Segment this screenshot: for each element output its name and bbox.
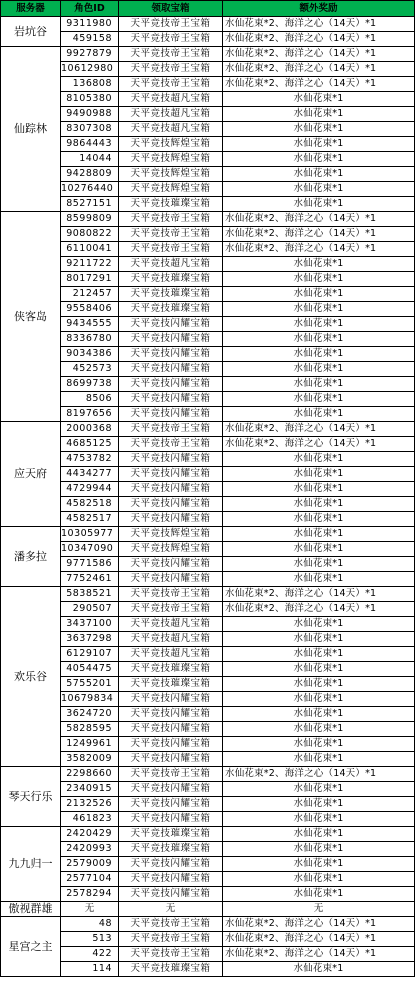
role-id-cell: 9311980 [61,17,119,32]
reward-cell: 水仙花束*1 [223,887,415,902]
reward-cell: 水仙花束*1 [223,572,415,587]
box-cell: 天平竞技闪耀宝箱 [119,572,223,587]
reward-cell: 水仙花束*1 [223,707,415,722]
table-row [1,872,415,887]
box-cell: 天平竞技超凡宝箱 [119,632,223,647]
role-id-cell: 3637298 [61,632,119,647]
role-id-cell: 3437100 [61,617,119,632]
reward-cell: 水仙花束*2、海洋之心（14天）*1 [223,587,415,602]
role-id-cell: 8527151 [61,197,119,212]
header-box: 领取宝箱 [119,1,223,17]
reward-cell: 水仙花束*2、海洋之心（14天）*1 [223,62,415,77]
role-id-cell: 10276440 [61,182,119,197]
header-reward: 额外奖励 [223,1,415,17]
reward-cell: 水仙花束*2、海洋之心（14天）*1 [223,32,415,47]
table-row [1,572,415,587]
table-row [1,47,415,62]
role-id-cell: 48 [61,917,119,932]
table-row [1,917,415,932]
reward-cell: 水仙花束*1 [223,782,415,797]
box-cell: 天平竞技超凡宝箱 [119,617,223,632]
reward-cell: 水仙花束*1 [223,257,415,272]
reward-cell: 水仙花束*1 [223,122,415,137]
role-id-cell: 4054475 [61,662,119,677]
table-row [1,497,415,512]
role-id-cell: 8017291 [61,272,119,287]
reward-cell: 水仙花束*1 [223,197,415,212]
role-id-cell: 4582518 [61,497,119,512]
box-cell: 天平竞技闪耀宝箱 [119,857,223,872]
reward-cell: 水仙花束*1 [223,467,415,482]
box-cell: 天平竞技闪耀宝箱 [119,872,223,887]
box-cell: 天平竞技闪耀宝箱 [119,752,223,767]
box-cell: 天平竞技闪耀宝箱 [119,887,223,902]
reward-cell: 水仙花束*2、海洋之心（14天）*1 [223,212,415,227]
table-row [1,827,415,842]
box-cell: 天平竞技帝王宝箱 [119,32,223,47]
role-id-cell: 422 [61,947,119,962]
table-row [1,512,415,527]
role-id-cell: 6110041 [61,242,119,257]
table-row [1,707,415,722]
role-id-cell: 9428809 [61,167,119,182]
table-row [1,152,415,167]
box-cell: 天平竞技闪耀宝箱 [119,812,223,827]
reward-cell: 水仙花束*2、海洋之心（14天）*1 [223,77,415,92]
role-id-cell: 8699738 [61,377,119,392]
reward-cell: 水仙花束*1 [223,557,415,572]
role-id-cell: 2578294 [61,887,119,902]
server-name-cell: 应天府 [1,422,61,527]
role-id-cell: 8197656 [61,407,119,422]
reward-cell: 水仙花束*1 [223,647,415,662]
role-id-cell: 2340915 [61,782,119,797]
table-row [1,287,415,302]
box-cell: 天平竞技帝王宝箱 [119,242,223,257]
table-row [1,437,415,452]
box-cell: 天平竞技辉煌宝箱 [119,542,223,557]
table-row [1,167,415,182]
table-row [1,467,415,482]
box-cell: 天平竞技璀璨宝箱 [119,287,223,302]
reward-cell: 水仙花束*2、海洋之心（14天）*1 [223,932,415,947]
table-row [1,272,415,287]
box-cell: 天平竞技帝王宝箱 [119,932,223,947]
reward-cell: 水仙花束*1 [223,302,415,317]
role-id-cell: 8336780 [61,332,119,347]
reward-cell: 水仙花束*1 [223,182,415,197]
table-row [1,857,415,872]
reward-cell: 水仙花束*1 [223,332,415,347]
role-id-cell: 无 [61,902,119,917]
box-cell: 天平竞技闪耀宝箱 [119,362,223,377]
table-row [1,197,415,212]
box-cell: 天平竞技璀璨宝箱 [119,962,223,977]
role-id-cell: 10612980 [61,62,119,77]
server-name-cell: 仙踪林 [1,47,61,212]
box-cell: 天平竞技帝王宝箱 [119,17,223,32]
table-row [1,902,415,917]
box-cell: 天平竞技帝王宝箱 [119,62,223,77]
server-name-cell: 星宫之主 [1,917,61,977]
role-id-cell: 2298660 [61,767,119,782]
role-id-cell: 2420429 [61,827,119,842]
box-cell: 天平竞技闪耀宝箱 [119,692,223,707]
role-id-cell: 9490988 [61,107,119,122]
reward-cell: 水仙花束*1 [223,617,415,632]
table-row [1,212,415,227]
box-cell: 天平竞技帝王宝箱 [119,47,223,62]
box-cell: 天平竞技辉煌宝箱 [119,182,223,197]
reward-cell: 水仙花束*2、海洋之心（14天）*1 [223,602,415,617]
role-id-cell: 461823 [61,812,119,827]
reward-cell: 水仙花束*2、海洋之心（14天）*1 [223,227,415,242]
table-row [1,647,415,662]
role-id-cell: 9558406 [61,302,119,317]
table-row [1,32,415,47]
box-cell: 天平竞技帝王宝箱 [119,767,223,782]
reward-cell: 水仙花束*2、海洋之心（14天）*1 [223,917,415,932]
box-cell: 天平竞技闪耀宝箱 [119,407,223,422]
header-role-id: 角色ID [61,1,119,17]
reward-cell: 水仙花束*1 [223,377,415,392]
box-cell: 天平竞技璀璨宝箱 [119,197,223,212]
box-cell: 天平竞技帝王宝箱 [119,947,223,962]
reward-cell: 水仙花束*1 [223,137,415,152]
role-id-cell: 4729944 [61,482,119,497]
reward-cell: 水仙花束*1 [223,827,415,842]
role-id-cell: 8599809 [61,212,119,227]
table-row [1,557,415,572]
box-cell: 天平竞技闪耀宝箱 [119,467,223,482]
table-row [1,767,415,782]
box-cell: 天平竞技辉煌宝箱 [119,527,223,542]
table-row [1,422,415,437]
box-cell: 天平竞技超凡宝箱 [119,122,223,137]
reward-cell: 水仙花束*1 [223,962,415,977]
role-id-cell: 4434277 [61,467,119,482]
reward-cell: 水仙花束*1 [223,722,415,737]
reward-cell: 水仙花束*1 [223,497,415,512]
table-row [1,452,415,467]
reward-cell: 水仙花束*1 [223,167,415,182]
reward-cell: 水仙花束*1 [223,287,415,302]
reward-cell: 水仙花束*2、海洋之心（14天）*1 [223,767,415,782]
box-cell: 天平竞技帝王宝箱 [119,437,223,452]
table-row [1,587,415,602]
box-cell: 天平竞技闪耀宝箱 [119,557,223,572]
reward-cell: 水仙花束*1 [223,812,415,827]
box-cell: 天平竞技帝王宝箱 [119,602,223,617]
role-id-cell: 4582517 [61,512,119,527]
box-cell: 天平竞技超凡宝箱 [119,107,223,122]
server-name-cell: 傲视群雄 [1,902,61,917]
table-row [1,227,415,242]
reward-cell: 水仙花束*2、海洋之心（14天）*1 [223,422,415,437]
table-row [1,62,415,77]
table-row [1,77,415,92]
box-cell: 天平竞技帝王宝箱 [119,587,223,602]
reward-cell: 水仙花束*2、海洋之心（14天）*1 [223,242,415,257]
table-row [1,17,415,32]
table-row [1,302,415,317]
role-id-cell: 2577104 [61,872,119,887]
table-row [1,887,415,902]
box-cell: 无 [119,902,223,917]
server-name-cell: 潘多拉 [1,527,61,587]
header-row [1,1,415,17]
table-row [1,842,415,857]
table-row [1,92,415,107]
box-cell: 天平竞技辉煌宝箱 [119,167,223,182]
role-id-cell: 1249961 [61,737,119,752]
table-row [1,947,415,962]
table-row [1,527,415,542]
table-row [1,122,415,137]
reward-cell: 水仙花束*1 [223,632,415,647]
reward-cell: 无 [223,902,415,917]
box-cell: 天平竞技帝王宝箱 [119,917,223,932]
table-row [1,662,415,677]
box-cell: 天平竞技闪耀宝箱 [119,317,223,332]
table-row [1,182,415,197]
box-cell: 天平竞技辉煌宝箱 [119,152,223,167]
reward-cell: 水仙花束*2、海洋之心（14天）*1 [223,437,415,452]
table-row [1,797,415,812]
box-cell: 天平竞技帝王宝箱 [119,227,223,242]
box-cell: 天平竞技闪耀宝箱 [119,737,223,752]
server-name-cell: 岩坑谷 [1,17,61,47]
reward-cell: 水仙花束*1 [223,752,415,767]
table-row [1,347,415,362]
role-id-cell: 8506 [61,392,119,407]
server-name-cell: 九九归一 [1,827,61,902]
table-row [1,362,415,377]
role-id-cell: 8105380 [61,92,119,107]
role-id-cell: 7752461 [61,572,119,587]
box-cell: 天平竞技帝王宝箱 [119,77,223,92]
box-cell: 天平竞技闪耀宝箱 [119,707,223,722]
reward-cell: 水仙花束*1 [223,272,415,287]
table-row [1,107,415,122]
reward-cell: 水仙花束*2、海洋之心（14天）*1 [223,17,415,32]
reward-cell: 水仙花束*1 [223,362,415,377]
table-body [1,17,415,977]
role-id-cell: 9927879 [61,47,119,62]
role-id-cell: 2132526 [61,797,119,812]
table-row [1,932,415,947]
table-row [1,377,415,392]
header-server: 服务器 [1,1,61,17]
table-row [1,782,415,797]
role-id-cell: 4685125 [61,437,119,452]
box-cell: 天平竞技闪耀宝箱 [119,347,223,362]
server-name-cell: 侠客岛 [1,212,61,422]
role-id-cell: 9434555 [61,317,119,332]
box-cell: 天平竞技璀璨宝箱 [119,662,223,677]
box-cell: 天平竞技闪耀宝箱 [119,332,223,347]
box-cell: 天平竞技超凡宝箱 [119,92,223,107]
table-row [1,812,415,827]
role-id-cell: 513 [61,932,119,947]
role-id-cell: 459158 [61,32,119,47]
table-row [1,722,415,737]
reward-cell: 水仙花束*1 [223,527,415,542]
table-row [1,542,415,557]
table-row [1,242,415,257]
role-id-cell: 136808 [61,77,119,92]
role-id-cell: 9771586 [61,557,119,572]
role-id-cell: 2579009 [61,857,119,872]
table-row [1,632,415,647]
reward-cell: 水仙花束*2、海洋之心（14天）*1 [223,47,415,62]
role-id-cell: 9211722 [61,257,119,272]
box-cell: 天平竞技超凡宝箱 [119,647,223,662]
box-cell: 天平竞技闪耀宝箱 [119,512,223,527]
table-row [1,332,415,347]
reward-cell: 水仙花束*1 [223,692,415,707]
box-cell: 天平竞技帝王宝箱 [119,212,223,227]
role-id-cell: 10347090 [61,542,119,557]
role-id-cell: 5838521 [61,587,119,602]
box-cell: 天平竞技璀璨宝箱 [119,302,223,317]
reward-cell: 水仙花束*1 [223,347,415,362]
role-id-cell: 290507 [61,602,119,617]
table-row [1,692,415,707]
table-row [1,602,415,617]
table-row [1,737,415,752]
box-cell: 天平竞技璀璨宝箱 [119,272,223,287]
box-cell: 天平竞技闪耀宝箱 [119,797,223,812]
reward-cell: 水仙花束*1 [223,872,415,887]
table-row [1,317,415,332]
table-row [1,407,415,422]
role-id-cell: 3582009 [61,752,119,767]
box-cell: 天平竞技辉煌宝箱 [119,137,223,152]
box-cell: 天平竞技闪耀宝箱 [119,722,223,737]
role-id-cell: 2420993 [61,842,119,857]
role-id-cell: 114 [61,962,119,977]
reward-cell: 水仙花束*1 [223,797,415,812]
box-cell: 天平竞技璀璨宝箱 [119,827,223,842]
reward-cell: 水仙花束*1 [223,107,415,122]
reward-cell: 水仙花束*1 [223,662,415,677]
role-id-cell: 9080822 [61,227,119,242]
role-id-cell: 5755201 [61,677,119,692]
reward-cell: 水仙花束*1 [223,677,415,692]
role-id-cell: 212457 [61,287,119,302]
role-id-cell: 10679834 [61,692,119,707]
box-cell: 天平竞技帝王宝箱 [119,422,223,437]
box-cell: 天平竞技闪耀宝箱 [119,377,223,392]
reward-cell: 水仙花束*1 [223,482,415,497]
server-name-cell: 琴天行乐 [1,767,61,827]
reward-cell: 水仙花束*1 [223,152,415,167]
role-id-cell: 4753782 [61,452,119,467]
reward-cell: 水仙花束*1 [223,542,415,557]
role-id-cell: 3624720 [61,707,119,722]
reward-cell: 水仙花束*2、海洋之心（14天）*1 [223,947,415,962]
table-row [1,392,415,407]
table-row [1,482,415,497]
box-cell: 天平竞技闪耀宝箱 [119,497,223,512]
box-cell: 天平竞技闪耀宝箱 [119,782,223,797]
table-row [1,752,415,767]
table-row [1,137,415,152]
role-id-cell: 5828595 [61,722,119,737]
table-row [1,617,415,632]
box-cell: 天平竞技闪耀宝箱 [119,392,223,407]
reward-cell: 水仙花束*1 [223,452,415,467]
reward-cell: 水仙花束*1 [223,842,415,857]
reward-cell: 水仙花束*1 [223,857,415,872]
role-id-cell: 6129107 [61,647,119,662]
reward-cell: 水仙花束*1 [223,392,415,407]
table-row [1,677,415,692]
table-row [1,257,415,272]
role-id-cell: 452573 [61,362,119,377]
reward-cell: 水仙花束*1 [223,317,415,332]
box-cell: 天平竞技璀璨宝箱 [119,677,223,692]
reward-cell: 水仙花束*1 [223,407,415,422]
role-id-cell: 10305977 [61,527,119,542]
role-id-cell: 8307308 [61,122,119,137]
reward-cell: 水仙花束*1 [223,737,415,752]
table-row [1,962,415,977]
reward-cell: 水仙花束*1 [223,512,415,527]
role-id-cell: 9034386 [61,347,119,362]
server-name-cell: 欢乐谷 [1,587,61,767]
box-cell: 天平竞技闪耀宝箱 [119,452,223,467]
box-cell: 天平竞技闪耀宝箱 [119,482,223,497]
role-id-cell: 2000368 [61,422,119,437]
box-cell: 天平竞技超凡宝箱 [119,257,223,272]
box-cell: 天平竞技璀璨宝箱 [119,842,223,857]
role-id-cell: 9864443 [61,137,119,152]
reward-cell: 水仙花束*1 [223,92,415,107]
role-id-cell: 14044 [61,152,119,167]
